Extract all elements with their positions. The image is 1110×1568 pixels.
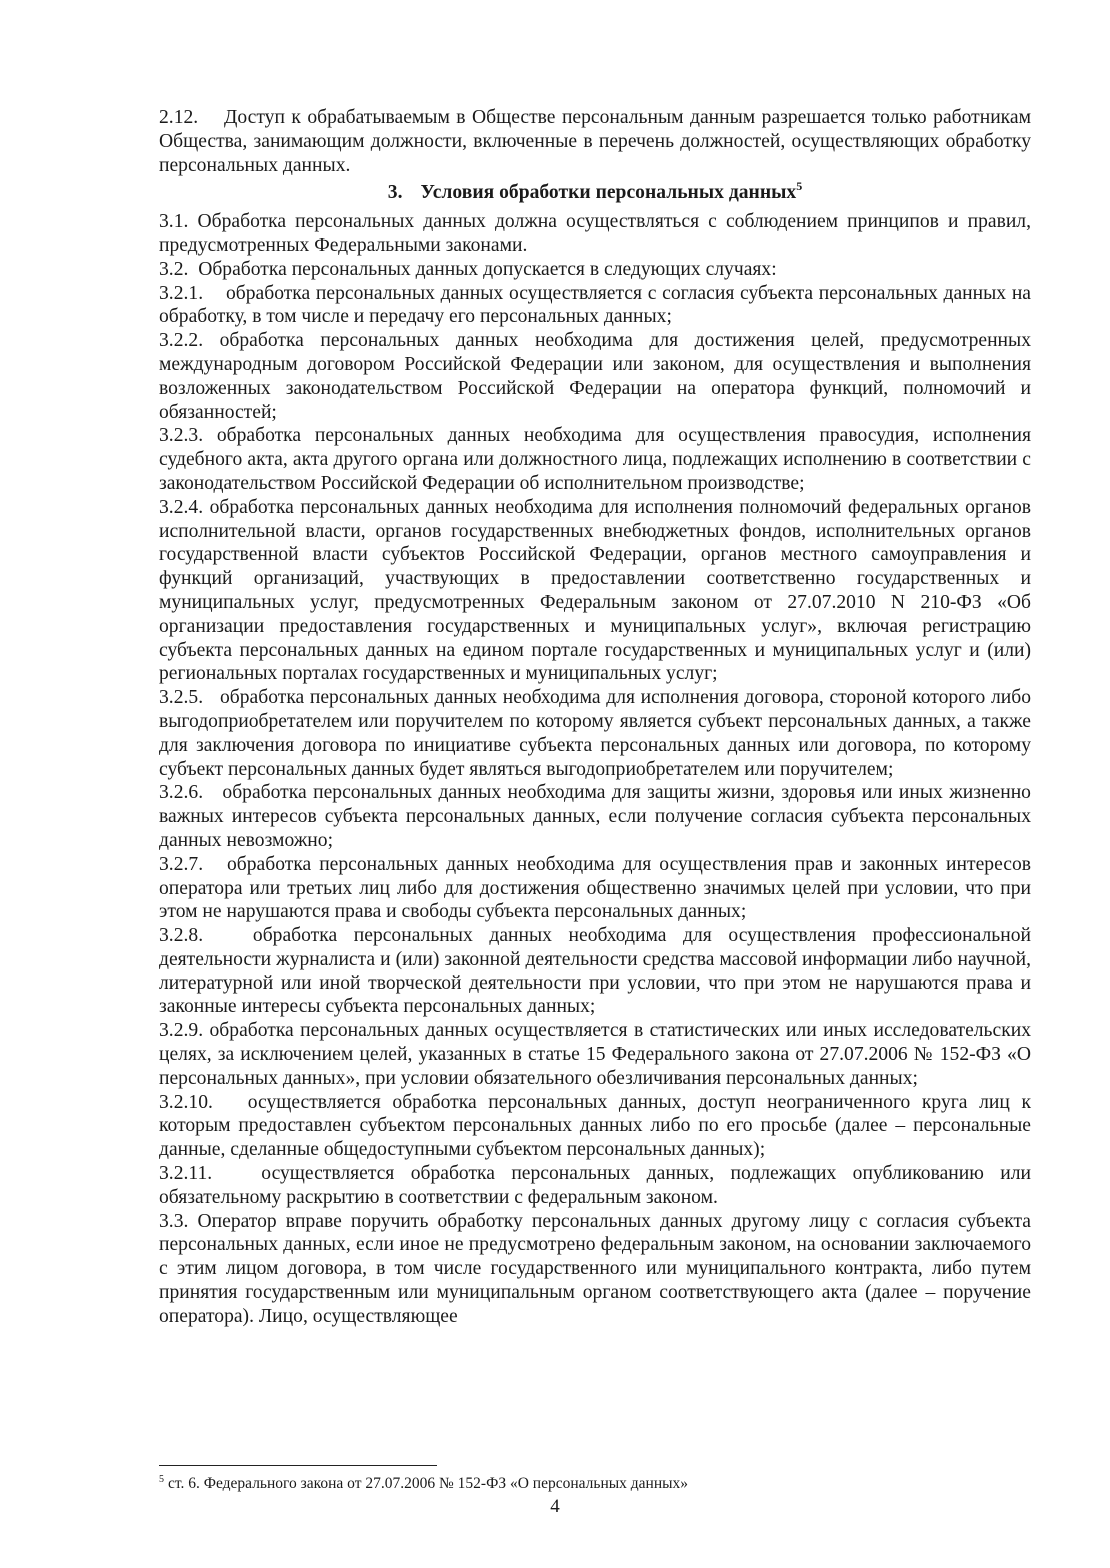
paragraph-text: обработка персональных данных осуществляется с согласия субъекта персональных данных на обработку, в том числе и передачу его персональных данных; (159, 282, 1032, 328)
document-body (159, 106, 1031, 1329)
paragraph-text: осуществляется обработка персональных данных, доступ неограниченного круга лиц к которым предоставлен субъектом персональных данных либо по его просьбе (далее – персональные данные, сделанные общедоступными субъектом персональных данных); (159, 1091, 1031, 1161)
paragraph-3-2-3 (159, 424, 1031, 495)
paragraph-text: обработка персональных данных необходима для исполнения полномочий федеральных органов исполнительной власти, органов государственных внебюджетных фондов, исполнительных органов государственной власти субъектов Российской Федерации, органов местного самоуправления и функций организаций, участвующих в предоставлении соответственно государственных и муниципальных услуг, предусмотренных Федеральным законом от 27.07.2010 N 210-ФЗ «Об организации предоставления государственных и муниципальных услуг», включая регистрацию субъекта персональных данных на едином портале государственных и муниципальных услуг и (или) региональных порталах государственных и муниципальных услуг; (159, 496, 1031, 685)
paragraph-3-2 (159, 258, 1031, 282)
paragraph-text: осуществляется обработка персональных данных, подлежащих опубликованию или обязательному раскрытию в соответствии с федеральным законом. (159, 1163, 1031, 1208)
paragraph-text: обработка персональных данных необходима для защиты жизни, здоровья или иных жизненно важных интересов субъекта персональных данных, если получение согласия субъекта персональных данных невозможно; (159, 782, 1031, 851)
paragraph-3-3 (159, 1210, 1031, 1329)
paragraph-3-2-11 (159, 1162, 1031, 1210)
paragraph-number: 3.2.9. (159, 1020, 204, 1042)
paragraph-text: обработка персональных данных необходима для осуществления правосудия, исполнения судебного акта, акта другого органа или должностного лица, подлежащих исполнению в соответствии с законодательством Российской Федерации об исполнительном производстве; (159, 425, 1031, 494)
paragraph-number: 3.2.7. (159, 853, 204, 875)
paragraph-3-2-4 (159, 496, 1031, 686)
paragraph-number: 2.12. (159, 107, 199, 128)
paragraph-text: Оператор вправе поручить обработку персональных данных другому лицу с согласия субъекта персональных данных, если иное не предусмотрено федеральным законом, на основании заключаемого с этим лицом договора, в том числе государственного или муниципального контракта, либо путем принятия государственным или муниципальным органом соответствующего акта (далее – поручение оператора). Лицо, осуществляющее (159, 1210, 1031, 1327)
paragraph-text: Обработка персональных данных должна осуществляться с соблюдением принципов и правил, предусмотренных Федеральными законами. (159, 211, 1031, 256)
paragraph-text: обработка персональных данных необходима для исполнения договора, стороной которого либо выгодоприобретателем или поручителем по которому является субъект персональных данных, а также для заключения договора по инициативе субъекта персональных данных или договора, по которому субъект персональных данных будет являться выгодоприобретателем или поручителем; (159, 687, 1031, 780)
paragraph-3-2-7 (159, 853, 1031, 924)
section-heading (159, 181, 1031, 205)
paragraph-number: 3.2.4. (159, 496, 204, 518)
paragraph-number: 3.2.11. (159, 1163, 213, 1185)
paragraph-number: 3.2.6. (159, 782, 204, 804)
footnote-separator (159, 1465, 437, 1466)
paragraph-3-2-1 (159, 282, 1031, 330)
paragraph-number: 3.2.1. (159, 282, 204, 304)
paragraph-number: 3.2.10. (159, 1091, 213, 1113)
paragraph-3-2-9 (159, 1019, 1031, 1090)
paragraph-text: обработка персональных данных необходима для осуществления прав и законных интересов оператора или третьих лиц либо для достижения общественно значимых целей при условии, что при этом не нарушаются права и свободы субъекта персональных данных; (159, 853, 1031, 923)
paragraph-3-2-10 (159, 1091, 1031, 1162)
paragraph-number: 3.2.2. (159, 330, 204, 352)
paragraph-number: 3.2.3. (159, 425, 204, 447)
paragraph-number: 3.2. (159, 258, 189, 280)
paragraph-number: 3.2.8. (159, 925, 204, 947)
footnote-marker: 5 (159, 1474, 164, 1485)
heading-title: Условия обработки персональных данных (420, 182, 797, 204)
paragraph-number: 3.2.5. (159, 687, 204, 709)
footnote-reference[interactable]: 5 (796, 179, 803, 194)
paragraph-2-12 (159, 106, 1031, 177)
paragraph-number: 3.1. (159, 211, 189, 233)
paragraph-text: Доступ к обрабатываемым в Обществе персональным данным разрешается только работникам Общества, занимающим должности, включенные в перечень должностей, осуществляющих обработку персональных данных. (159, 107, 1031, 176)
paragraph-number: 3.3. (159, 1210, 189, 1232)
paragraph-3-2-6 (159, 781, 1031, 852)
paragraph-3-2-8 (159, 924, 1031, 1019)
paragraph-text: обработка персональных данных необходима для осуществления профессиональной деятельности журналиста и (или) законной деятельности средства массовой информации либо научной, литературной или иной творческой деятельности при условии, что при этом не нарушаются права и законные интересы субъекта персональных данных; (159, 925, 1031, 1018)
paragraph-text: обработка персональных данных необходима для достижения целей, предусмотренных международным договором Российской Федерации или законом, для осуществления и выполнения возложенных законодательством Российской Федерации на оператора функций, полномочий и обязанностей; (159, 330, 1031, 423)
paragraph-text: обработка персональных данных осуществляется в статистических или иных исследовательских целях, за исключением целей, указанных в статье 15 Федерального закона от 27.07.2006 № 152-ФЗ «О персональных данных», при условии обязательного обезличивания персональных данных; (159, 1020, 1031, 1089)
paragraph-text: Обработка персональных данных допускается в следующих случаях: (198, 258, 777, 280)
footnote-text: ст. 6. Федерального закона от 27.07.2006 № 152-ФЗ «О персональных данных» (168, 1475, 689, 1492)
heading-number: 3. (387, 182, 403, 204)
paragraph-3-2-5 (159, 686, 1031, 781)
paragraph-3-2-2 (159, 329, 1031, 424)
paragraph-3-1 (159, 210, 1031, 258)
footnote (159, 1474, 1031, 1494)
page-number: 4 (550, 1496, 560, 1517)
